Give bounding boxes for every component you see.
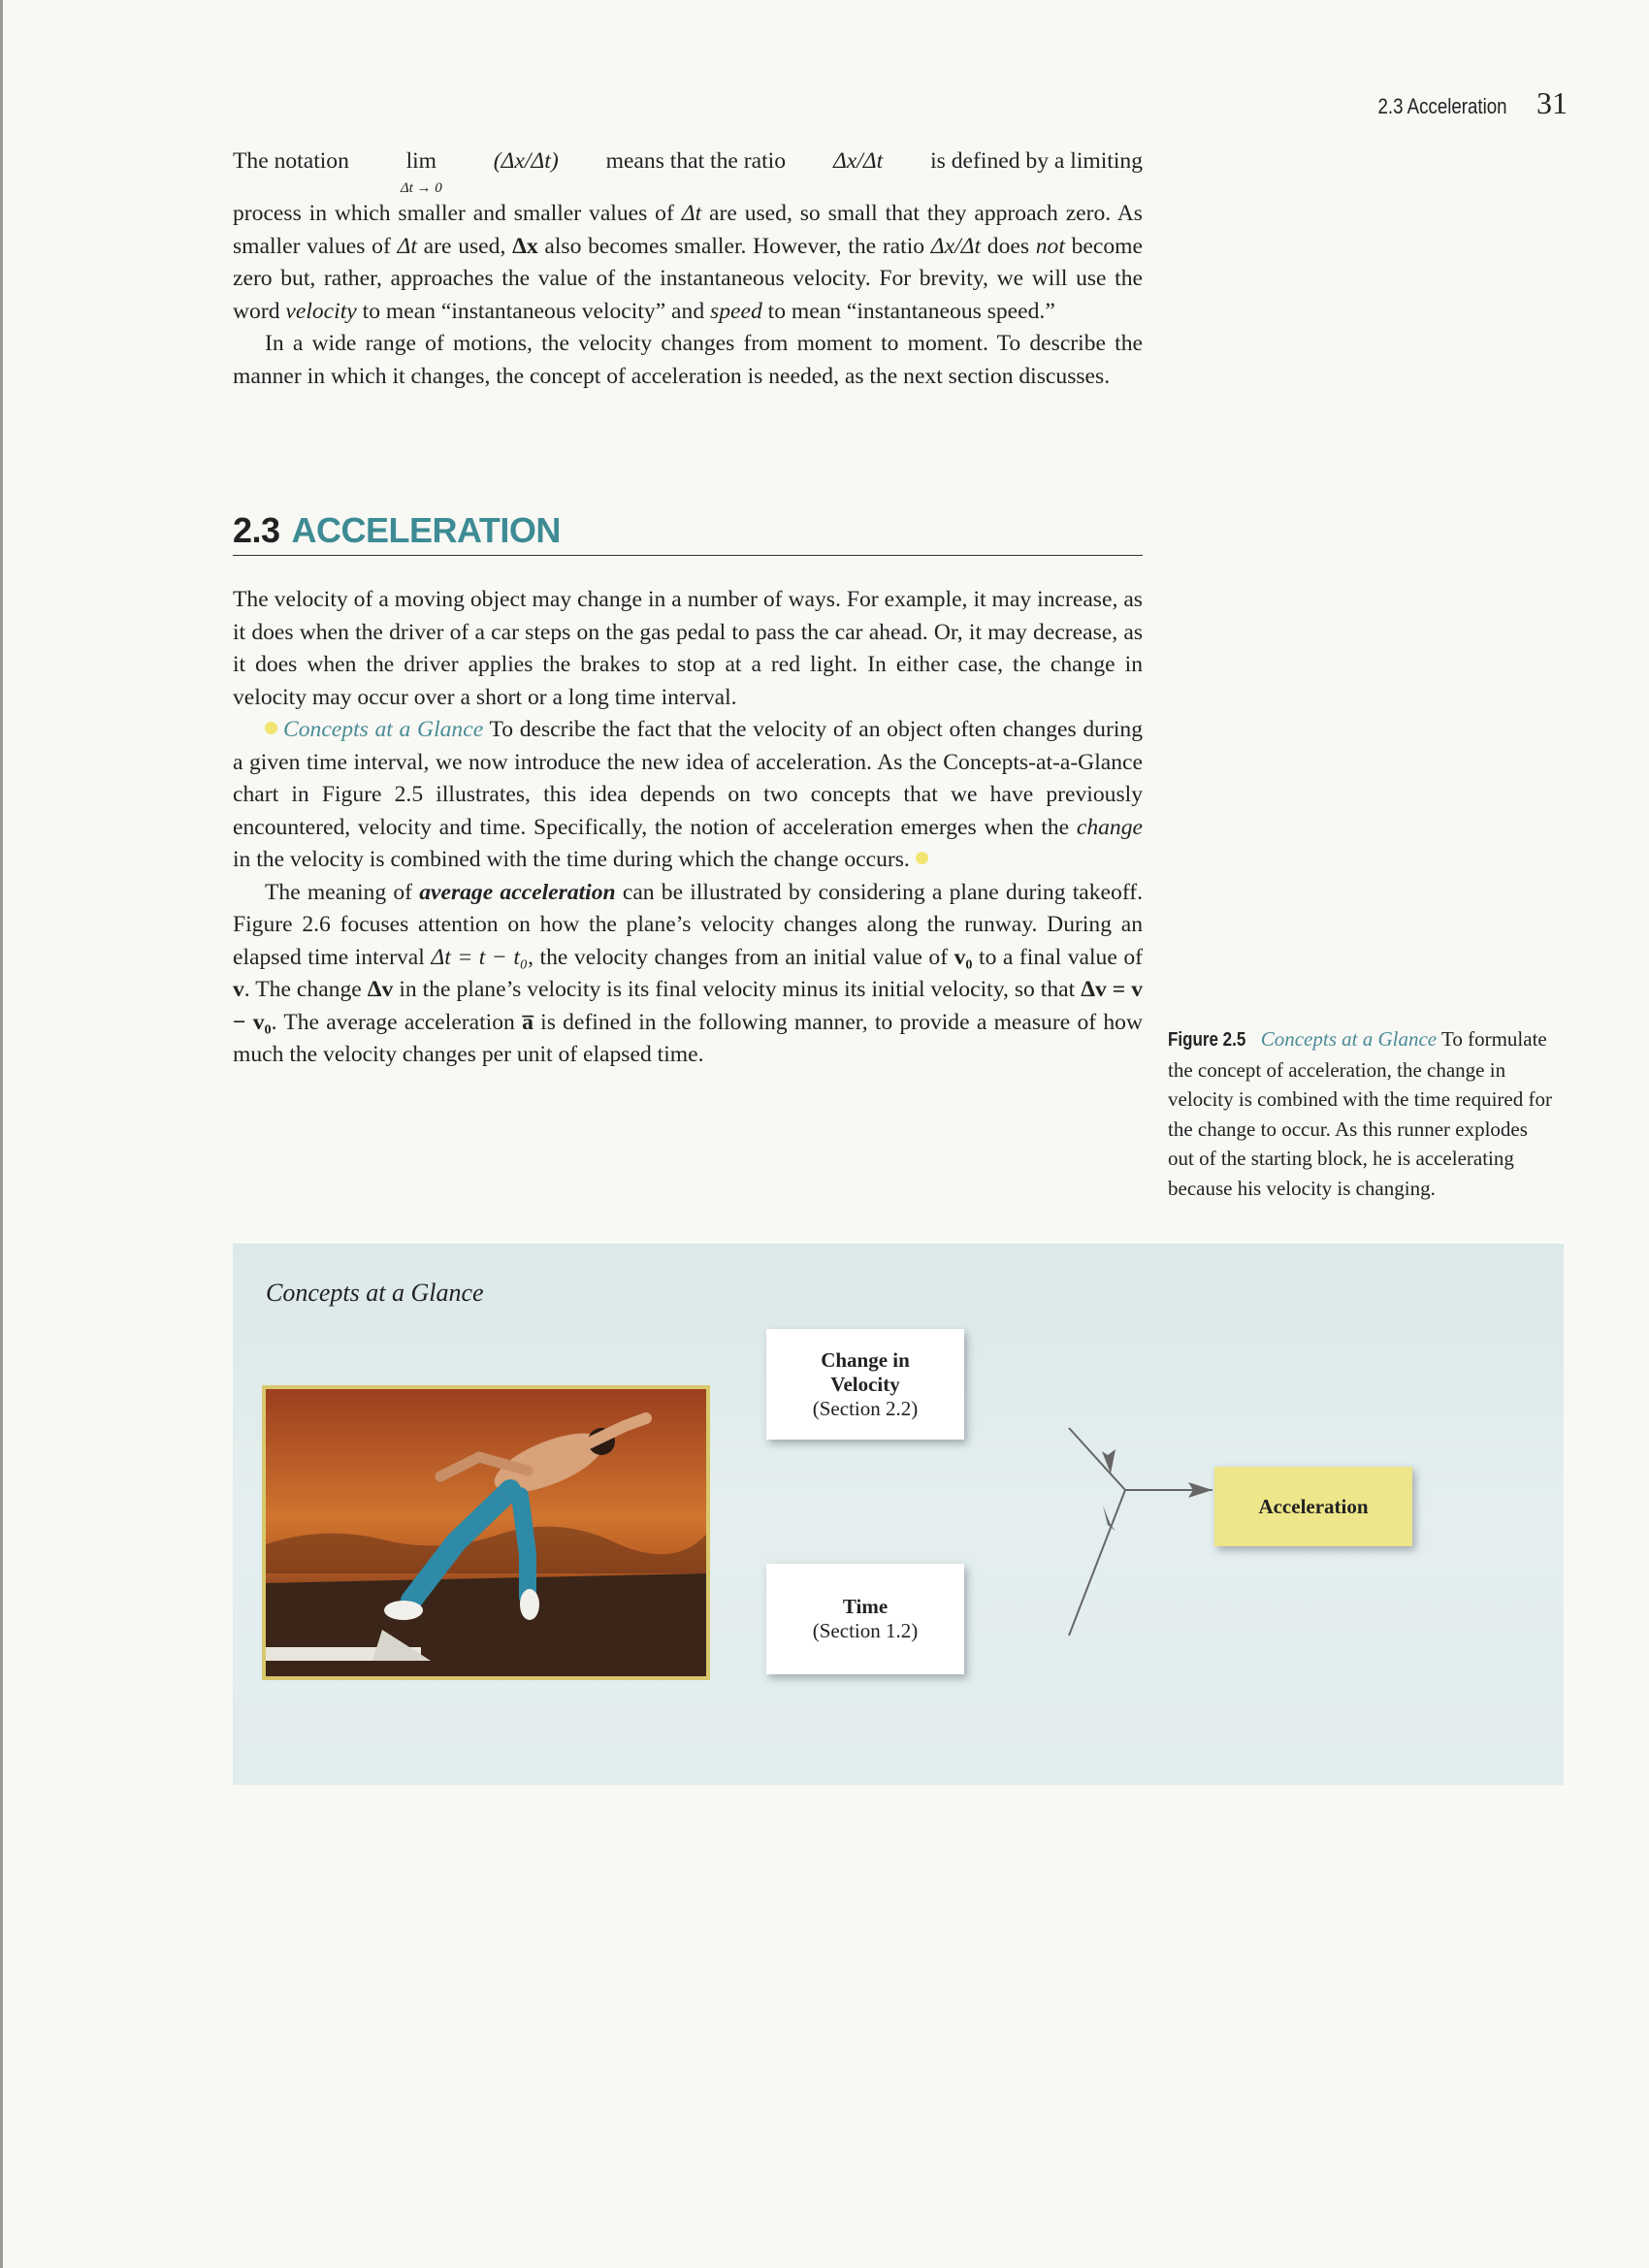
box-section-ref: (Section 1.2): [812, 1619, 919, 1642]
paragraph-notation: [233, 146, 1143, 393]
limit-expression: [401, 150, 442, 196]
emphasis-not: not: [1035, 233, 1065, 259]
text-segment: does: [981, 233, 1036, 259]
text-segment: The meaning of: [265, 879, 420, 905]
text-segment: become zero but, rather, approaches the value of the instantaneous velocity. For brevity, we will use the word: [233, 233, 1143, 324]
section-heading: [233, 510, 1143, 556]
paragraph-motions: In a wide range of motions, the velocity changes from moment to moment. To describe the manner in which it changes, the concept of acceleration is needed, as the next section discusses.: [233, 331, 1143, 389]
paragraph-concepts: [233, 714, 1143, 877]
glance-bullet-icon: [265, 722, 277, 734]
symbol-dx: Δx: [512, 233, 538, 259]
flow-arrows: [233, 1244, 1564, 1785]
term-average-acceleration: average acceleration: [419, 879, 616, 905]
term-velocity: velocity: [285, 298, 357, 324]
symbol-abar: a̅: [522, 1009, 534, 1035]
box-label: Change in: [821, 1347, 910, 1372]
text-segment: . The change: [243, 977, 368, 1002]
figure-label: Figure 2.5: [1168, 1029, 1246, 1051]
section-title: ACCELERATION: [291, 510, 561, 550]
text-segment: in the plane’s velocity is its final velocity minus its initial velocity, so that: [393, 977, 1082, 1002]
text-segment: process in which smaller and smaller values of: [233, 201, 682, 226]
term-speed: speed: [710, 298, 762, 324]
paragraph-text: [233, 198, 1143, 328]
symbol-dt: Δt: [681, 201, 702, 226]
section-body: [233, 584, 1143, 1072]
page-edge: [0, 0, 3, 2268]
notation-line: [233, 146, 1143, 198]
running-head-section: 2.3 Acceleration: [1377, 94, 1507, 118]
ratio-expression: Δx/Δt: [832, 148, 884, 174]
symbol-v: v: [233, 977, 244, 1002]
text-segment: are used,: [416, 233, 513, 259]
text-segment: means that the ratio: [605, 148, 787, 174]
running-head: [1355, 85, 1568, 121]
symbol-ratio: Δx/Δt: [930, 233, 982, 259]
box-label: Velocity: [830, 1372, 900, 1396]
text-segment: The notation: [233, 148, 349, 174]
text-segment: To describe the fact that the velocity of an object often changes during a given time interval, we now introduce the new idea of acceleration. As the Concepts-at-a-Glance chart in Figure 2.5 illustrates, this idea depends on two concepts that we have previously encountered, velocity and time. Specifically, the notion of acceleration emerges when the: [233, 717, 1143, 840]
text-segment: to mean “instantaneous speed.”: [761, 298, 1055, 324]
box-label: Time: [842, 1595, 889, 1618]
figure-title: Concepts at a Glance: [266, 1279, 484, 1307]
text-segment: are used, so small that they approach zero. As smaller values of: [233, 201, 1143, 259]
text-segment: in the velocity is combined with the time during which the change occurs.: [233, 847, 910, 872]
text-segment: is defined by a limiting: [930, 148, 1143, 174]
figure-caption: [1168, 1024, 1556, 1203]
ratio-expression: (Δx/Δt): [493, 148, 559, 174]
box-label: Acceleration: [1258, 1494, 1369, 1518]
section-number: 2.3: [233, 510, 280, 550]
caption-glance-label: Concepts at a Glance: [1260, 1027, 1438, 1051]
equation-dt: Δt = t − t₀: [431, 944, 529, 970]
symbol-v0: v₀: [954, 944, 973, 970]
concepts-figure: [233, 1244, 1564, 1785]
text-segment: is defined in the following manner, to provide a measure of how much the velocity changes per unit of elapsed time.: [233, 1009, 1143, 1067]
paragraph-average-acceleration: [233, 877, 1143, 1072]
text-segment: . The average acceleration: [271, 1009, 523, 1035]
symbol-dt: Δt: [397, 233, 417, 259]
concepts-at-a-glance-label: Concepts at a Glance: [283, 717, 484, 742]
emphasis-change: change: [1076, 814, 1143, 840]
caption-text: To formulate the concept of acceleration, the change in velocity is combined with the time required for the change to occur. As this runner explodes out of the starting block, he is accelerating because his velocity is changing.: [1168, 1027, 1552, 1200]
glance-end-icon: [916, 852, 928, 864]
lim-subscript: Δt → 0: [400, 179, 442, 196]
lim-symbol: lim: [405, 148, 437, 174]
text-segment: , the velocity changes from an initial value of: [528, 944, 954, 970]
paragraph-velocity-change: The velocity of a moving object may change in a number of ways. For example, it may increase, as it does when the driver of a car steps on the gas pedal to pass the car ahead. Or, it may decrease, as it does when the driver applies the brakes to stop at a red light. In either case, the change in velocity may occur over a short or a long time interval.: [233, 587, 1143, 710]
box-section-ref: (Section 2.2): [812, 1396, 919, 1420]
equation-dv: Δv = v − v₀: [233, 977, 1143, 1035]
symbol-dv: Δv: [367, 977, 394, 1002]
page-number: 31: [1536, 85, 1568, 120]
text-segment: also becomes smaller. However, the ratio: [537, 233, 931, 259]
text-segment: to a final value of: [972, 944, 1143, 970]
text-segment: to mean “instantaneous velocity” and: [356, 298, 711, 324]
text-segment: can be illustrated by considering a plane during takeoff. Figure 2.6 focuses attention on how the plane’s velocity changes along the runway. During an elapsed time interval: [233, 879, 1143, 970]
